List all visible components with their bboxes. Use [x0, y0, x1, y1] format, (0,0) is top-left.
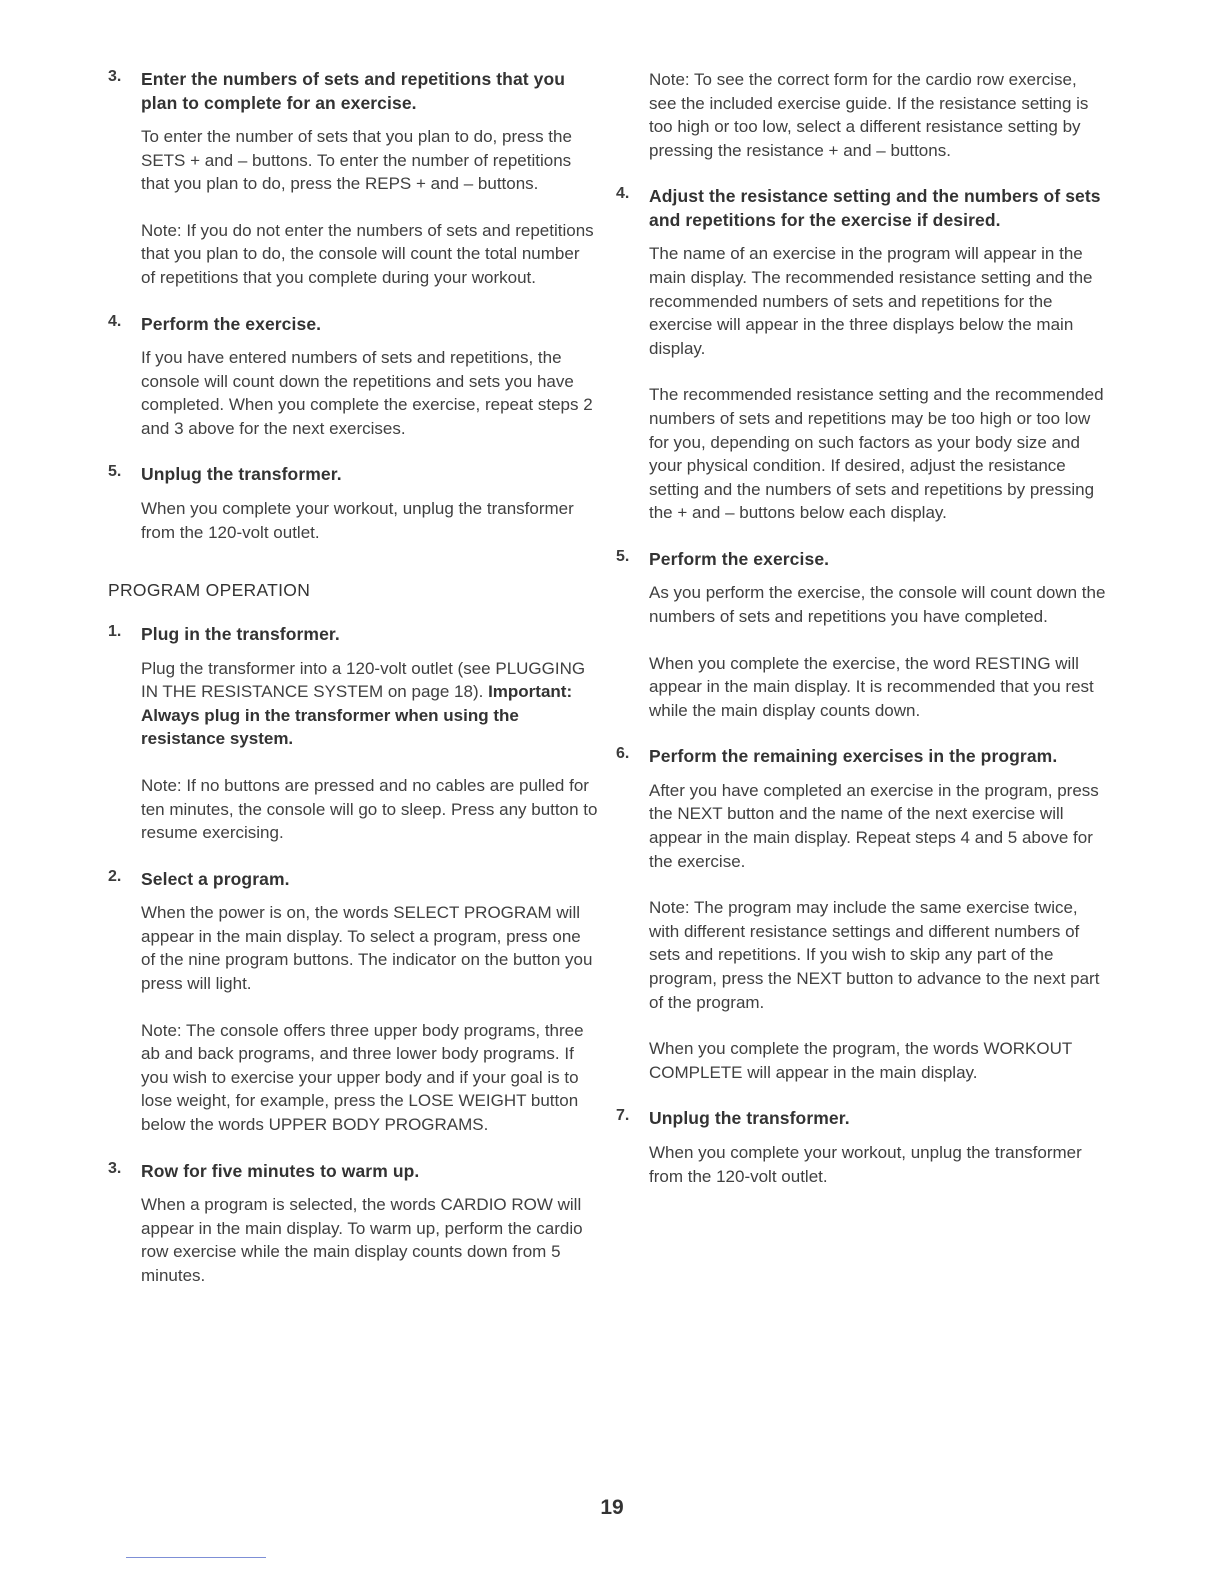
paragraph: The name of an exercise in the program will appear in the main display. The recommended resistance setting and the recommended numbers of sets and repetitions for the exercise will appear in the three displays below the main display. — [649, 244, 1093, 358]
step-adjust-resistance — [616, 185, 1108, 525]
paragraph-text: Plug the transformer into a 120-volt outlet (see PLUGGING IN THE RESISTANCE SYSTEM on page 18). — [141, 658, 586, 702]
step-perform-exercise — [108, 313, 598, 441]
step-number: 1. — [108, 623, 122, 641]
paragraph: When you complete your workout, unplug the transformer from the 120-volt outlet. — [649, 1142, 1082, 1186]
step-remaining-exercises — [616, 745, 1108, 1084]
paragraph: When the power is on, the words SELECT PROGRAM will appear in the main display. To select a program, press one of the nine program buttons. The indicator on the button you press will light. — [141, 903, 593, 994]
step-number: 3. — [108, 68, 122, 85]
paragraph: The recommended resistance setting and the recommended numbers of sets and repetitions may be too high or too low for you, depending on such factors as your body size and your physical condition. If desired, adjust the resistance setting and the numbers of sets and repetitions by pressing the + and – buttons below each display. — [649, 385, 1104, 523]
step-plug-in-transformer — [108, 623, 598, 845]
paragraph — [141, 657, 598, 751]
step-number: 5. — [108, 463, 122, 481]
paragraph: When you complete the program, the words WORKOUT COMPLETE will appear in the main display. — [649, 1039, 1072, 1082]
note-paragraph: Note: The program may include the same exercise twice, with different resistance settings and different numbers of sets and repetitions. If you wish to skip any part of the program, press the NEXT button to advance to the next part of the program. — [649, 898, 1100, 1012]
step-number: 6. — [616, 745, 630, 763]
step-number: 4. — [108, 312, 122, 330]
step-number: 5. — [616, 547, 630, 565]
note-paragraph: Note: If no buttons are pressed and no cables are pulled for ten minutes, the console will go to sleep. Press any button to resume exercising. — [141, 776, 598, 843]
step-heading: Perform the remaining exercises in the program. — [649, 746, 1058, 767]
section-title-program-operation: PROGRAM OPERATION — [108, 580, 311, 601]
paragraph: When a program is selected, the words CARDIO ROW will appear in the main display. To warm up, perform the cardio row exercise while the main display counts down from 5 minutes. — [141, 1195, 583, 1285]
note-paragraph: Note: The console offers three upper body programs, three ab and back programs, and three lower body programs. If you wish to exercise your upper body and if your goal is to lose weight, for example, press the LOSE WEIGHT button below the words UPPER BODY PROGRAMS. — [141, 1020, 584, 1135]
step-heading: Row for five minutes to warm up. — [141, 1160, 420, 1181]
step-heading: Perform the exercise. — [141, 313, 322, 334]
paragraph: To enter the number of sets that you plan to do, press the SETS + and – buttons. To enter the number of repetitions that you plan to do, press the REPS + and – buttons. — [141, 127, 572, 194]
step-heading: Perform the exercise. — [649, 548, 830, 569]
step-heading: Adjust the resistance setting and the numbers of sets and repetitions for the exercise if desired. — [649, 186, 1101, 230]
step-heading: Unplug the transformer. — [141, 464, 342, 485]
important-note: Important: Always plug in the transformer when using the resistance system. — [141, 682, 573, 749]
step-perform-exercise-program — [616, 548, 1108, 722]
step-number: 2. — [108, 867, 122, 885]
step-heading: Unplug the transformer. — [649, 1108, 850, 1129]
step-select-program — [108, 868, 598, 1137]
step-number: 3. — [108, 1159, 122, 1177]
paragraph: If you have entered numbers of sets and repetitions, the console will count down the repetitions and sets you have completed. When you complete the exercise, repeat steps 2 and 3 above for the next exercises. — [141, 348, 593, 438]
step-enter-sets-reps — [108, 68, 598, 290]
left-column — [108, 68, 598, 1311]
paragraph: As you perform the exercise, the console will count down the numbers of sets and repetitions you have completed. — [649, 583, 1106, 626]
note-paragraph: Note: If you do not enter the numbers of sets and repetitions that you plan to do, the console will count the total number of repetitions that you complete during your workout. — [141, 220, 594, 287]
note-paragraph: Note: To see the correct form for the cardio row exercise, see the included exercise guide. If the resistance setting is too high or too low, select a different resistance setting by pressing the resistance + and – buttons. — [649, 70, 1089, 160]
step-heading: Plug in the transformer. — [141, 624, 340, 645]
right-column — [616, 68, 1108, 1211]
page-number: 19 — [600, 1496, 624, 1519]
step-number: 4. — [616, 185, 630, 203]
paragraph: After you have completed an exercise in the program, press the NEXT button and the name of the next exercise will appear in the main display. Repeat steps 4 and 5 above for the exercise. — [649, 780, 1099, 871]
step-unplug-transformer-program — [616, 1107, 1108, 1188]
footer-rule — [126, 1557, 266, 1558]
step-number: 7. — [616, 1107, 630, 1125]
warm-up-note — [616, 68, 1108, 162]
paragraph: When you complete the exercise, the word RESTING will appear in the main display. It is recommended that you rest while the main display counts down. — [649, 653, 1094, 720]
step-heading: Enter the numbers of sets and repetitions that you plan to complete for an exercise. — [141, 69, 566, 113]
step-unplug-transformer — [108, 463, 598, 544]
step-warm-up — [108, 1160, 598, 1288]
step-heading: Select a program. — [141, 868, 290, 889]
paragraph: When you complete your workout, unplug the transformer from the 120-volt outlet. — [141, 498, 574, 542]
